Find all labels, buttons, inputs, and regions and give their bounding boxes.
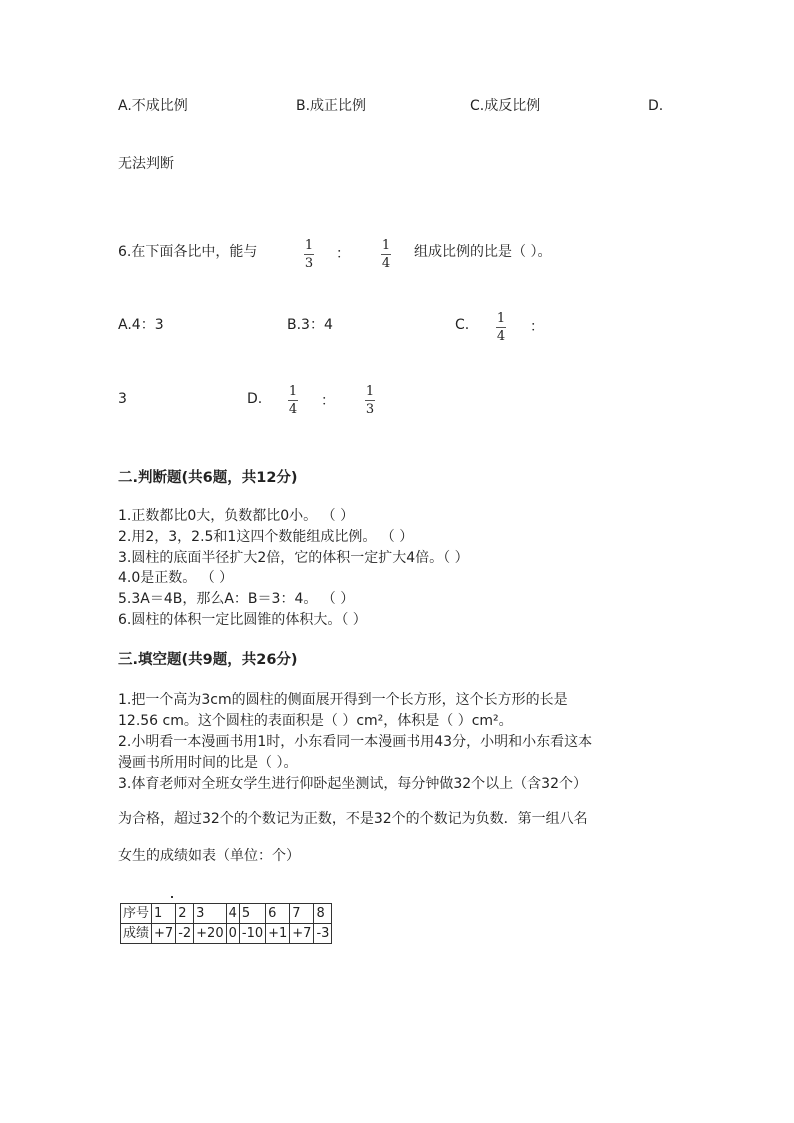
table-cell: 4	[226, 904, 239, 924]
q6-option-c-colon: ：	[530, 319, 544, 335]
fraction-bar	[365, 400, 375, 401]
fill-line-7: 女生的成绩如表（单位：个）	[118, 848, 300, 864]
fill-line-5: 3.体育老师对全班女学生进行仰卧起坐测试，每分钟做32个以上（含32个）	[118, 776, 587, 792]
q6-option-a: A.4：3	[118, 317, 164, 333]
judge-item-2: 2.用2，3，2.5和1这四个数能组成比例。 （ ）	[118, 529, 414, 545]
fraction-bar	[496, 327, 506, 328]
q6-option-b: B.3：4	[287, 317, 333, 333]
judge-item-6: 6.圆柱的体积一定比圆锥的体积大。（ ）	[118, 612, 367, 628]
score-table	[120, 903, 332, 944]
table-cell: -2	[176, 924, 194, 944]
table-cell: 5	[239, 904, 265, 924]
section-3-heading: 三.填空题(共9题，共26分)	[118, 652, 298, 668]
table-cell: 1	[152, 904, 176, 924]
q6-option-d: D.	[247, 391, 263, 407]
table-cell: 2	[176, 904, 194, 924]
fraction-denominator: 4	[288, 402, 298, 417]
q6-stem-prefix: 6.在下面各比中，能与	[118, 244, 258, 260]
fraction-denominator: 4	[496, 329, 506, 344]
q5-option-b: B.成正比例	[296, 98, 367, 114]
q6-stem-suffix: 组成比例的比是（ ）。	[414, 244, 552, 260]
q5-option-d-text: 无法判断	[118, 156, 174, 172]
fraction-numerator: 1	[365, 384, 375, 399]
fraction-bar	[288, 400, 298, 401]
judge-item-1: 1.正数都比0大，负数都比0小。 （ ）	[118, 508, 355, 524]
q6-option-c-fraction	[496, 311, 506, 344]
q6-option-d-fraction-2	[365, 384, 375, 417]
q5-option-d: D.	[648, 98, 664, 114]
fill-line-4: 漫画书所用时间的比是（ ）。	[118, 755, 298, 771]
judge-item-4: 4.0是正数。 （ ）	[118, 570, 234, 586]
fill-line-3: 2.小明看一本漫画书用1时，小东看同一本漫画书用43分，小明和小东看这本	[118, 734, 593, 750]
table-cell: -10	[239, 924, 265, 944]
q6-option-c-tail: 3	[118, 391, 127, 407]
table-cell: +7	[152, 924, 176, 944]
table-cell: 8	[314, 904, 332, 924]
fraction-numerator: 1	[304, 238, 314, 253]
table-cell: 成绩	[121, 924, 152, 944]
q6-fraction-1	[304, 238, 314, 271]
table-row	[121, 924, 332, 944]
table-cell: -3	[314, 924, 332, 944]
fraction-denominator: 3	[365, 402, 375, 417]
fraction-denominator: 4	[381, 256, 391, 271]
table-cell: 6	[266, 904, 290, 924]
fraction-numerator: 1	[496, 311, 506, 326]
fraction-denominator: 3	[304, 256, 314, 271]
q6-option-d-colon: ：	[321, 393, 335, 409]
q6-option-c: C.	[455, 317, 470, 333]
judge-item-5: 5.3A＝4B，那么A：B＝3：4。 （ ）	[118, 591, 355, 607]
table-cell: +7	[290, 924, 314, 944]
fraction-numerator: 1	[381, 238, 391, 253]
fill-line-1: 1.把一个高为3cm的圆柱的侧面展开得到一个长方形，这个长方形的长是	[118, 692, 568, 708]
table-cell: 7	[290, 904, 314, 924]
table-row	[121, 904, 332, 924]
table-cell: 序号	[121, 904, 152, 924]
q5-option-a: A.不成比例	[118, 98, 188, 114]
stray-dot	[171, 896, 173, 898]
fraction-bar	[381, 254, 391, 255]
fill-line-2: 12.56 cm。这个圆柱的表面积是（ ）cm²，体积是（ ）cm²。	[118, 713, 513, 729]
q6-option-d-fraction-1	[288, 384, 298, 417]
table-cell: 0	[226, 924, 239, 944]
q6-fraction-2	[381, 238, 391, 271]
q5-option-c: C.成反比例	[470, 98, 541, 114]
fill-line-6: 为合格，超过32个的个数记为正数，不是32个的个数记为负数．第一组八名	[118, 811, 588, 827]
section-2-heading: 二.判断题(共6题，共12分)	[118, 470, 298, 486]
table-cell: +1	[266, 924, 290, 944]
table-cell: +20	[194, 924, 226, 944]
fraction-numerator: 1	[288, 384, 298, 399]
table-cell: 3	[194, 904, 226, 924]
judge-item-3: 3.圆柱的底面半径扩大2倍，它的体积一定扩大4倍。（ ）	[118, 550, 469, 566]
q6-colon: ：	[336, 246, 350, 262]
fraction-bar	[304, 254, 314, 255]
